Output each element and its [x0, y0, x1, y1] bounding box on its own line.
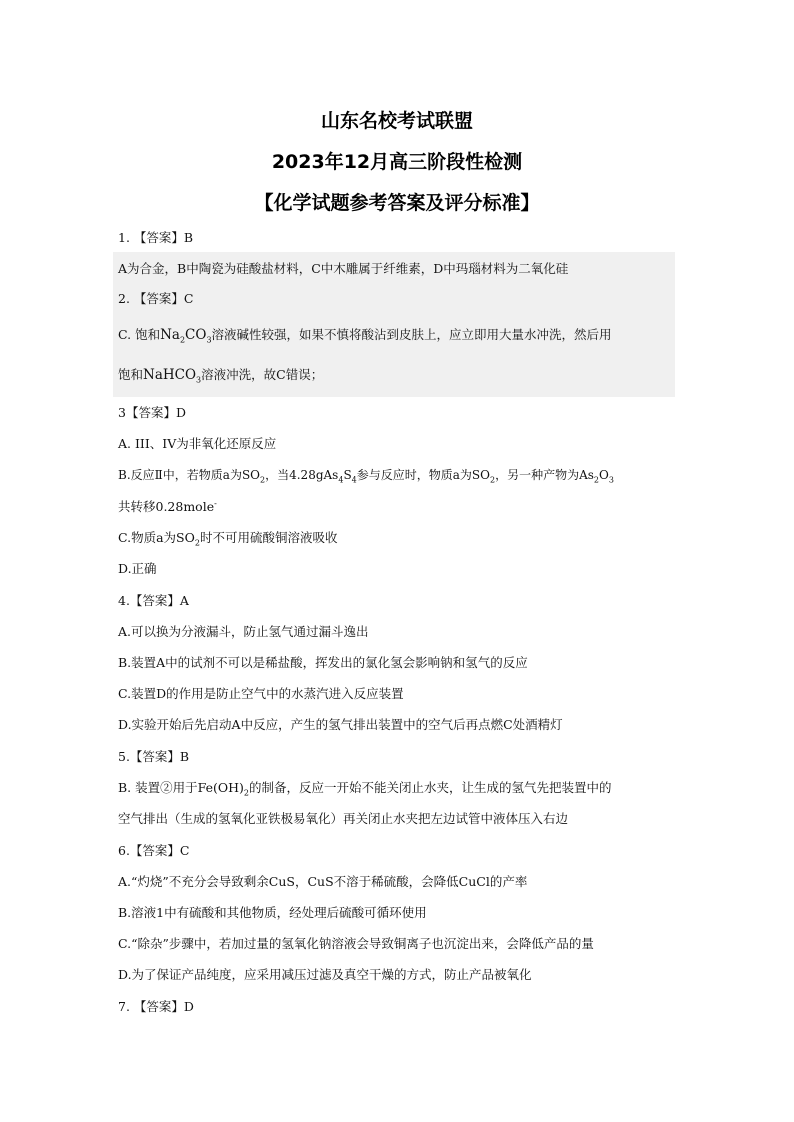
q4-option-d: D.实验开始后先启动A中反应，产生的氢气排出装置中的空气后再点燃C处酒精灯: [118, 717, 563, 732]
q2-text: 溶液冲洗，故C错误；: [201, 367, 324, 382]
q6-option-b: B.溶液1中有硫酸和其他物质，经处理后硫酸可循环使用: [118, 905, 427, 920]
q5-option-b-line2: 空气排出（生成的氢氧化亚铁极易氧化）再关闭止水夹把左边试管中液体压入右边: [118, 811, 569, 826]
exam-union-title: 山东名校考试联盟: [320, 110, 473, 132]
exam-date-title: 2023年12月高三阶段性检测: [271, 151, 523, 173]
q6-option-a: A.“灼烧”不充分会导致剩余CuS，CuS不溶于稀硫酸，会降低CuCl的产率: [118, 874, 528, 889]
q2-text: C. 饱和: [118, 327, 161, 342]
q2-answer: 2. 【答案】C: [118, 291, 194, 306]
q6-option-c: C.“除杂”步骤中，若加过量的氢氧化钠溶液会导致铜离子也沉淀出来，会降低产品的量: [118, 936, 594, 951]
q3-answer: 3【答案】D: [118, 405, 186, 420]
q3-option-b-line1: B.反应Ⅱ中，若物质a为$SO_2$，当$4.28gAs_4S_4$参与反应时，物质a为$SO_2$，另一种产物为$As_2O_3$: [118, 468, 614, 485]
q2-text: 饱和: [118, 367, 144, 382]
q4-option-b: B.装置A中的试剂不可以是稀盐酸，挥发出的氯化氢会影响钠和氢气的反应: [118, 655, 528, 670]
chem-formula-nahco3: NaHCO$_3$: [143, 367, 202, 385]
q1-answer: 1. 【答案】B: [118, 230, 194, 245]
q4-option-c: C.装置D的作用是防止空气中的水蒸汽进入反应装置: [118, 686, 404, 701]
q2-explanation-line1: [118, 327, 612, 343]
answer-key-title: 【化学试题参考答案及评分标准】: [254, 192, 540, 214]
q4-answer: 4.【答案】A: [118, 593, 189, 608]
q4-option-a: A.可以换为分液漏斗，防止氢气通过漏斗逸出: [118, 624, 369, 639]
q3-option-b-line2: 共转移0.28mole-: [118, 498, 217, 514]
q6-option-d: D.为了保证产品纯度，应采用减压过滤及真空干燥的方式，防止产品被氧化: [118, 967, 532, 982]
chem-formula-na2co3: $Na_2CO_3$: [160, 327, 212, 345]
q1-explanation: A为合金，B中陶瓷为硅酸盐材料，C中木雕属于纤维素，D中玛瑙材料为二氧化硅: [118, 261, 569, 276]
q2-explanation-line2: [118, 367, 323, 383]
q3-option-a: A. III、IV为非氧化还原反应: [118, 436, 277, 451]
q3-option-c: C.物质a为$SO_2$时不可用硫酸铜溶液吸收: [118, 530, 338, 548]
q2-text: 溶液碱性较强，如果不慎将酸沾到皮肤上，应立即用大量水冲洗，然后用: [211, 327, 612, 342]
q5-option-b-line1: B. 装置②用于$Fe(OH)_2$的制备，反应一开始不能关闭止水夹，让生成的氢气先把装置中的: [118, 780, 612, 798]
q5-answer: 5.【答案】B: [118, 749, 190, 764]
q7-answer: 7. 【答案】D: [118, 999, 194, 1014]
q3-option-d: D.正确: [118, 561, 157, 576]
q6-answer: 6.【答案】C: [118, 843, 190, 858]
